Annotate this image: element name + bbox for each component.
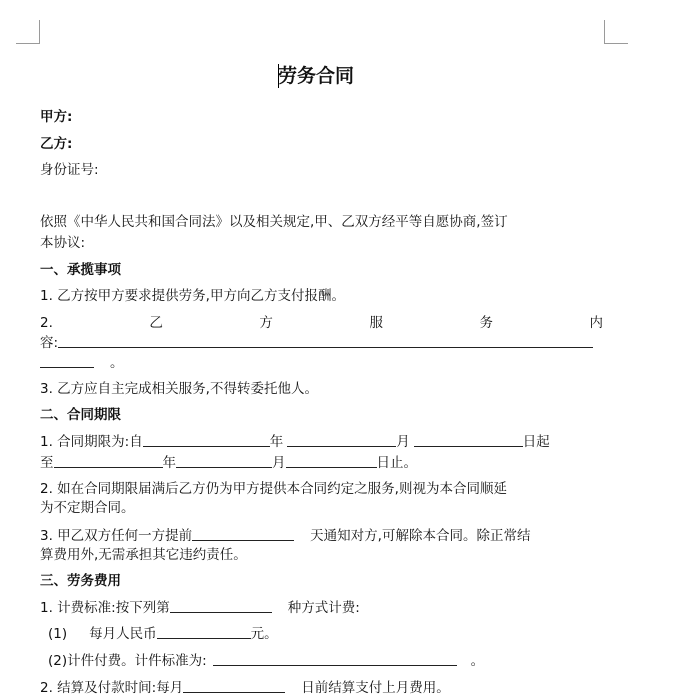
clause-text: 3. 甲乙双方任何一方提前 xyxy=(40,528,193,544)
clause-text: 1. 计费标准:按下列第 xyxy=(40,600,170,616)
clause-text: 至 xyxy=(40,455,54,471)
crop-mark-top-right xyxy=(604,43,628,44)
clause-text: 2. 结算及付款时间:每月 xyxy=(40,680,184,696)
clause-text: 月 xyxy=(396,434,410,450)
clause-text: (2)计件付费。计件标准为: xyxy=(48,653,207,669)
justified-char: 内 xyxy=(589,315,603,331)
fee-line[interactable] xyxy=(40,598,360,617)
blank-field[interactable] xyxy=(40,353,94,368)
justified-char: 方 xyxy=(259,315,273,331)
justified-char: 服 xyxy=(369,315,383,331)
party-b-label[interactable]: 乙方: xyxy=(40,136,73,152)
preamble-line[interactable]: 依照《中华人民共和国合同法》以及相关规定,甲、乙双方经平等自愿协商,签订 xyxy=(40,214,508,230)
clause-text: 每月人民币 xyxy=(89,626,157,642)
clause-item[interactable]: 1. 乙方按甲方要求提供劳务,甲方向乙方支付报酬。 xyxy=(40,288,345,304)
clause-text: 。 xyxy=(470,653,485,669)
blank-field[interactable] xyxy=(54,453,163,468)
crop-mark-top-left xyxy=(16,43,40,44)
clause-text: (1) xyxy=(48,626,68,642)
section-heading[interactable]: 一、承揽事项 xyxy=(40,262,121,278)
section-heading[interactable]: 二、合同期限 xyxy=(40,407,121,423)
clause-text: 日起 xyxy=(522,434,550,450)
blank-field[interactable] xyxy=(157,624,251,639)
clause-text: 年 xyxy=(269,434,284,450)
blank-field[interactable] xyxy=(213,651,457,666)
fee-line[interactable] xyxy=(48,624,278,643)
clause-text: 种方式计费: xyxy=(287,600,360,616)
blank-field[interactable] xyxy=(58,333,593,348)
clause-item[interactable]: 2. 如在合同期限届满后乙方仍为甲方提供本合同约定之服务,则视为本合同顺延 xyxy=(40,481,507,497)
clause-item[interactable]: 算费用外,无需承担其它违约责任。 xyxy=(40,547,247,563)
clause-text: 月 xyxy=(272,455,286,471)
section-heading[interactable]: 三、劳务费用 xyxy=(40,573,121,589)
clause-text: 年 xyxy=(162,455,176,471)
clause-text: 日止。 xyxy=(376,455,417,471)
term-line[interactable] xyxy=(40,526,530,545)
term-line[interactable] xyxy=(40,432,550,451)
blank-field[interactable] xyxy=(183,678,285,693)
preamble-line[interactable]: 本协议: xyxy=(40,235,86,251)
fee-line[interactable] xyxy=(48,651,484,670)
blank-field[interactable] xyxy=(176,453,272,468)
clause-text: 。 xyxy=(110,355,124,371)
justified-char: 务 xyxy=(479,315,493,331)
clause-text: 日前结算支付上月费用。 xyxy=(301,680,450,696)
blank-field[interactable] xyxy=(192,526,294,541)
fee-line[interactable] xyxy=(40,678,450,697)
clause-text: 元。 xyxy=(250,626,278,642)
crop-mark-top-left xyxy=(39,20,40,44)
party-a-label[interactable]: 甲方: xyxy=(40,109,73,125)
clause-item[interactable]: 3. 乙方应自主完成相关服务,不得转委托他人。 xyxy=(40,381,318,397)
id-number-label[interactable]: 身份证号: xyxy=(40,162,99,178)
clause-text: 天通知对方,可解除本合同。除正常结 xyxy=(310,528,531,544)
clause-item[interactable]: 为不定期合同。 xyxy=(40,500,135,516)
blank-field[interactable] xyxy=(287,432,396,447)
clause-text: 容: xyxy=(40,335,59,351)
document-title[interactable]: 劳务合同 xyxy=(278,65,355,87)
clause-item-justified[interactable] xyxy=(40,314,603,332)
blank-field[interactable] xyxy=(143,432,270,447)
blank-field[interactable] xyxy=(170,598,272,613)
crop-mark-top-right xyxy=(604,20,605,44)
blank-field[interactable] xyxy=(414,432,523,447)
justified-char: 2. xyxy=(40,315,53,331)
clause-item-cont[interactable] xyxy=(40,333,593,352)
justified-char: 乙 xyxy=(149,315,163,331)
blank-field[interactable] xyxy=(286,453,377,468)
term-line[interactable] xyxy=(40,453,417,472)
clause-item-cont[interactable] xyxy=(40,353,124,372)
clause-text: 1. 合同期限为:自 xyxy=(40,434,143,450)
